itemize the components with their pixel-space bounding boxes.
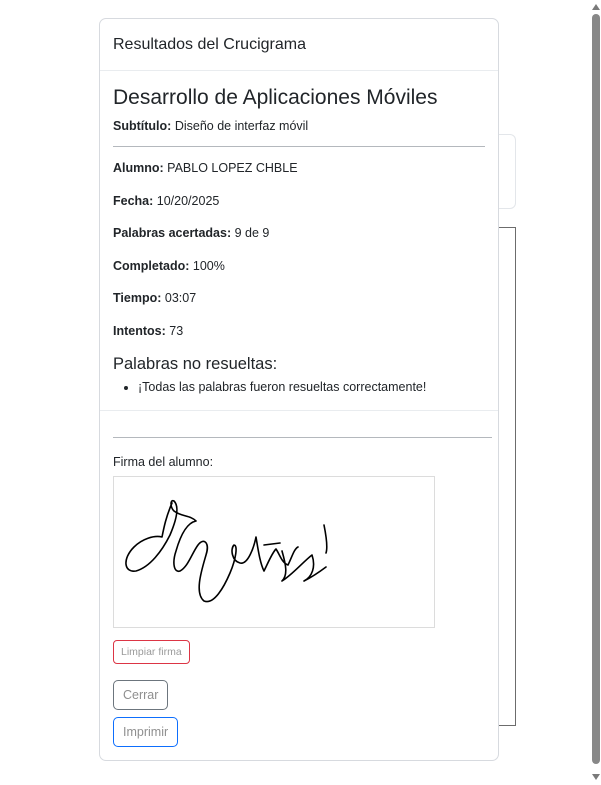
date-value: 10/20/2025 [156, 193, 220, 208]
words-label: Palabras acertadas: [113, 226, 232, 240]
signature-section [100, 411, 498, 747]
time-value: 03:07 [164, 291, 197, 305]
results-modal [99, 18, 499, 761]
words-value: 9 de 9 [234, 226, 270, 240]
unresolved-list [113, 379, 485, 395]
clear-signature-button[interactable]: Limpiar firma [113, 640, 190, 664]
date-label: Fecha: [113, 193, 154, 208]
date-row [113, 193, 485, 209]
unresolved-heading: Palabras no resueltas: [113, 355, 278, 373]
attempts-label: Intentos: [113, 323, 166, 338]
modal-body [100, 71, 498, 411]
completed-label: Completado: [113, 258, 190, 273]
print-button[interactable]: Imprimir [113, 717, 178, 747]
signature-canvas[interactable] [113, 476, 435, 628]
scroll-down-arrow-icon[interactable] [592, 774, 600, 780]
course-title: Desarrollo de Aplicaciones Móviles [113, 86, 438, 109]
time-row [113, 290, 485, 306]
completed-value: 100% [192, 258, 225, 273]
student-label: Alumno: [113, 161, 164, 175]
page-scrollbar[interactable] [590, 0, 601, 785]
completed-row [113, 258, 485, 274]
divider [113, 146, 485, 147]
modal-title: Resultados del Crucigrama [113, 36, 306, 53]
student-row [113, 160, 485, 176]
subtitle-row [113, 118, 485, 134]
time-label: Tiempo: [113, 291, 162, 305]
attempts-row [113, 323, 485, 339]
student-value: PABLO LOPEZ CHBLE [167, 161, 298, 175]
subtitle-value: Diseño de interfaz móvil [174, 119, 309, 133]
close-button[interactable]: Cerrar [113, 680, 168, 710]
scrollbar-thumb[interactable] [592, 14, 600, 764]
divider [113, 437, 492, 438]
list-item: • ¡Todas las palabras fueron resueltas correctamente! [138, 379, 485, 395]
signature-label: Firma del alumno: [113, 455, 214, 469]
words-row [113, 225, 485, 241]
background-frame [498, 227, 516, 726]
modal-header [100, 19, 498, 71]
scroll-up-arrow-icon[interactable] [592, 4, 600, 10]
subtitle-label: Subtítulo: [113, 119, 172, 133]
signature-drawing [114, 477, 434, 627]
background-card [498, 134, 516, 209]
attempts-value: 73 [169, 323, 184, 338]
